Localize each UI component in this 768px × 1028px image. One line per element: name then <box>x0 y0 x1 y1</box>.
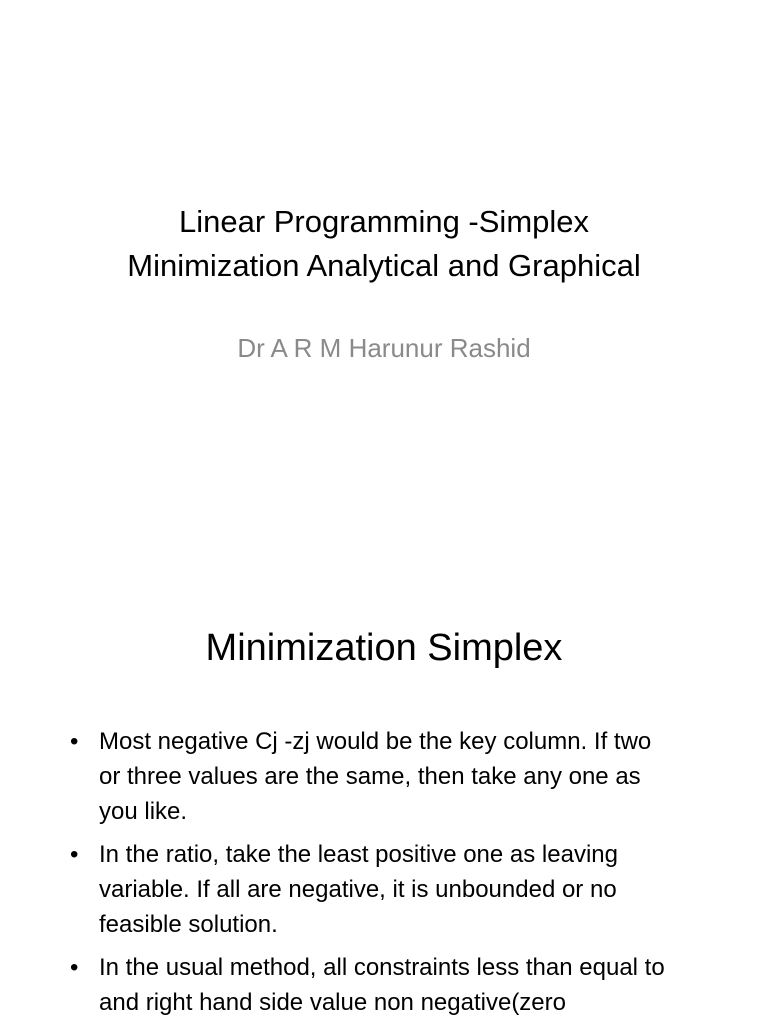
bullet-1-line-3: you like. <box>99 798 188 825</box>
bullet-1-line-1: Most negative Cj -zj would be the key column. If two <box>99 728 652 755</box>
bullet-item-1 <box>70 724 760 829</box>
bullet-icon: • <box>70 728 79 755</box>
bullet-2-line-1: In the ratio, take the least positive one as leaving <box>99 841 618 868</box>
bullet-list <box>70 724 760 1028</box>
presentation-title <box>0 200 768 288</box>
bullet-1-line-2: or three values are the same, then take any one as <box>99 763 641 790</box>
presentation-title-line-2: Minimization Analytical and Graphical <box>127 248 641 283</box>
bullet-2-line-2: variable. If all are negative, it is unbounded or no <box>99 876 617 903</box>
bullet-3-line-2: and right hand side value non negative(zero <box>99 989 566 1016</box>
bullet-item-2 <box>70 837 760 942</box>
bullet-2-line-3: feasible solution. <box>99 911 278 938</box>
author-name: Dr A R M Harunur Rashid <box>237 333 531 363</box>
bullet-icon: • <box>70 954 79 981</box>
slide-title-heading: Minimization Simplex <box>205 627 563 669</box>
presentation-title-line-1: Linear Programming -Simplex <box>178 204 590 239</box>
bullet-item-3 <box>70 950 760 1020</box>
slide-minimization-simplex <box>0 576 768 1024</box>
bullet-3-line-1: In the usual method, all constraints less than equal to <box>99 954 665 981</box>
bullet-icon: • <box>70 841 79 868</box>
